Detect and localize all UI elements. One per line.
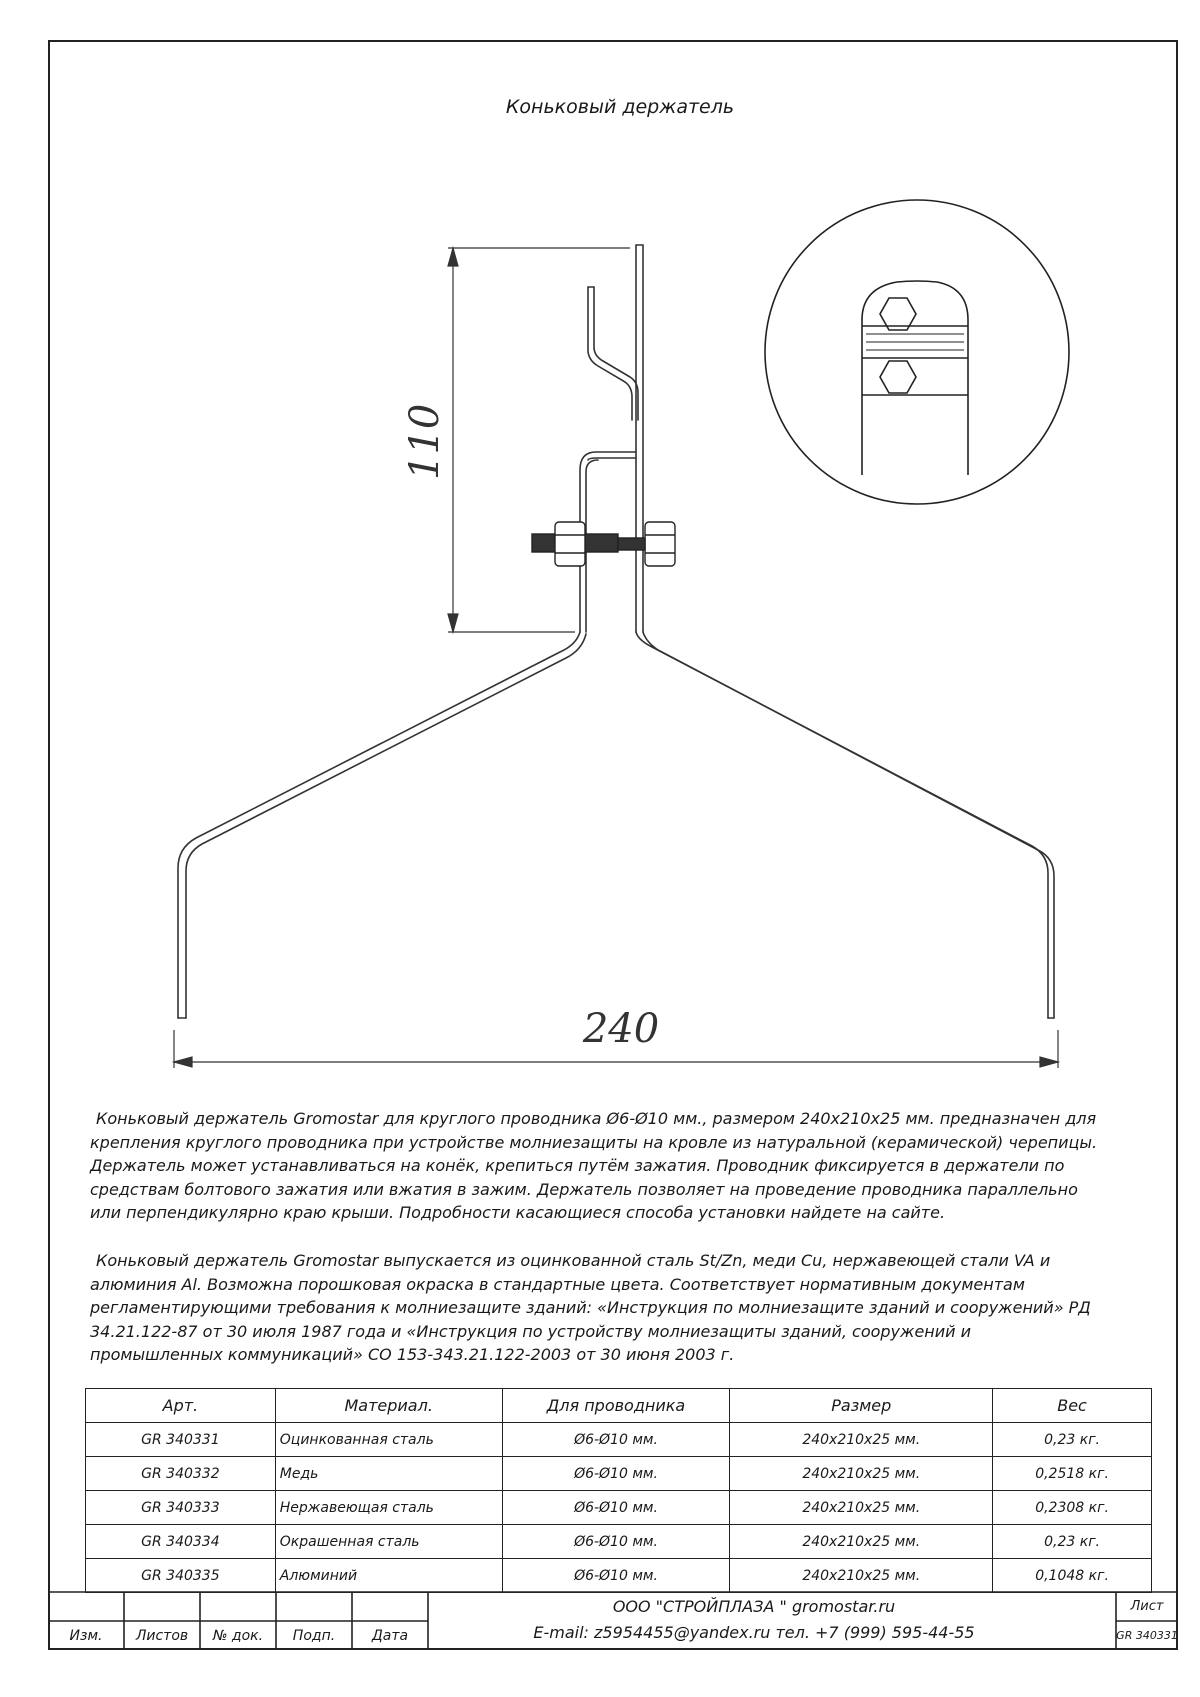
cell-weight: 0,23 кг. xyxy=(993,1423,1152,1457)
cell-weight: 0,1048 кг. xyxy=(993,1559,1152,1593)
cell-article: GR 340332 xyxy=(86,1457,276,1491)
cell-article: GR 340335 xyxy=(86,1559,276,1593)
cell-weight: 0,2308 кг. xyxy=(993,1491,1152,1525)
table-row xyxy=(86,1457,1152,1491)
cell-material: Нержавеющая сталь xyxy=(275,1491,502,1525)
description-text-1: Коньковый держатель Gromostar для круглого проводника Ø6-Ø10 мм., размером 240х210х25 мм. предназначен для крепления круглого проводника при устройстве молниезащиты на кровле из натуральной (керамической) черепицы. Держатель может устанавливаться на конёк, крепиться путём зажатия. Проводник фиксируется в держатели по средствам болтового зажатия или вжатия в зажим. Держатель позволяет на проведение проводника параллельно или перпендикулярно краю крыши. Подробности касающиеся способа установки найдете на сайте. xyxy=(90,1109,1098,1222)
cell-size: 240х210х25 мм. xyxy=(730,1491,993,1525)
cell-article: GR 340334 xyxy=(86,1525,276,1559)
company-info xyxy=(434,1594,1074,1646)
description-paragraph-2 xyxy=(90,1249,1100,1367)
cell-conductor: Ø6-Ø10 мм. xyxy=(502,1423,730,1457)
width-dimension-label: 240 xyxy=(582,1006,660,1052)
cell-article: GR 340333 xyxy=(86,1491,276,1525)
header-size: Размер xyxy=(730,1389,993,1423)
stamp-label-sheets: Листов xyxy=(135,1628,189,1644)
cell-article: GR 340331 xyxy=(86,1423,276,1457)
cell-conductor: Ø6-Ø10 мм. xyxy=(502,1525,730,1559)
cell-conductor: Ø6-Ø10 мм. xyxy=(502,1559,730,1593)
cell-size: 240х210х25 мм. xyxy=(730,1559,993,1593)
stamp-label-doc-number: № док. xyxy=(212,1628,264,1644)
cell-size: 240х210х25 мм. xyxy=(730,1423,993,1457)
bolt-assembly xyxy=(532,522,675,566)
description-paragraph-1 xyxy=(90,1107,1100,1225)
stamp-sheet-code: GR 340331 xyxy=(1116,1629,1178,1642)
cell-weight: 0,23 кг. xyxy=(993,1525,1152,1559)
drawing-title: Коньковый держатель xyxy=(505,96,735,118)
company-name-website: ООО "СТРОЙПЛАЗА " gromostar.ru xyxy=(612,1597,896,1616)
specification-table xyxy=(85,1388,1152,1593)
company-contacts: E-mail: z5954455@yandex.ru тел. +7 (999) 595-44-55 xyxy=(533,1623,975,1642)
stamp-label-date: Дата xyxy=(371,1628,409,1644)
table-row xyxy=(86,1491,1152,1525)
stamp-sheet-label: Лист xyxy=(1130,1599,1164,1614)
detail-view xyxy=(765,200,1069,504)
description-text-2: Коньковый держатель Gromostar выпускается из оцинкованной сталь St/Zn, меди Cu, нержавеющей стали VA и алюминия Al. Возможна порошковая окраска в стандартные цвета. Соответствует нормативным документам регламентирующими требования к молниезащите зданий: «Инструкция по молниезащите зданий и сооружений» РД 34.21.122-87 от 30 июля 1987 года и «Инструкция по устройству молниезащиты зданий, сооружений и промышленных коммуникаций» СО 153-343.21.122-2003 от 30 июня 2003 г. xyxy=(90,1251,1091,1364)
cell-material: Окрашенная сталь xyxy=(275,1525,502,1559)
table-row xyxy=(86,1525,1152,1559)
table-row xyxy=(86,1423,1152,1457)
cell-conductor: Ø6-Ø10 мм. xyxy=(502,1491,730,1525)
cell-material: Медь xyxy=(275,1457,502,1491)
cell-size: 240х210х25 мм. xyxy=(730,1457,993,1491)
stamp-label-change: Изм. xyxy=(69,1628,103,1644)
header-weight: Вес xyxy=(993,1389,1152,1423)
stamp-label-signature: Подп. xyxy=(292,1628,336,1644)
height-dimension-label: 110 xyxy=(402,403,448,480)
cell-material: Алюминий xyxy=(275,1559,502,1593)
cell-weight: 0,2518 кг. xyxy=(993,1457,1152,1491)
header-article: Арт. xyxy=(86,1389,276,1423)
cell-material: Оцинкованная сталь xyxy=(275,1423,502,1457)
table-row xyxy=(86,1559,1152,1593)
table-header-row xyxy=(86,1389,1152,1423)
header-material: Материал. xyxy=(275,1389,502,1423)
header-conductor: Для проводника xyxy=(502,1389,730,1423)
cell-size: 240х210х25 мм. xyxy=(730,1525,993,1559)
cell-conductor: Ø6-Ø10 мм. xyxy=(502,1457,730,1491)
